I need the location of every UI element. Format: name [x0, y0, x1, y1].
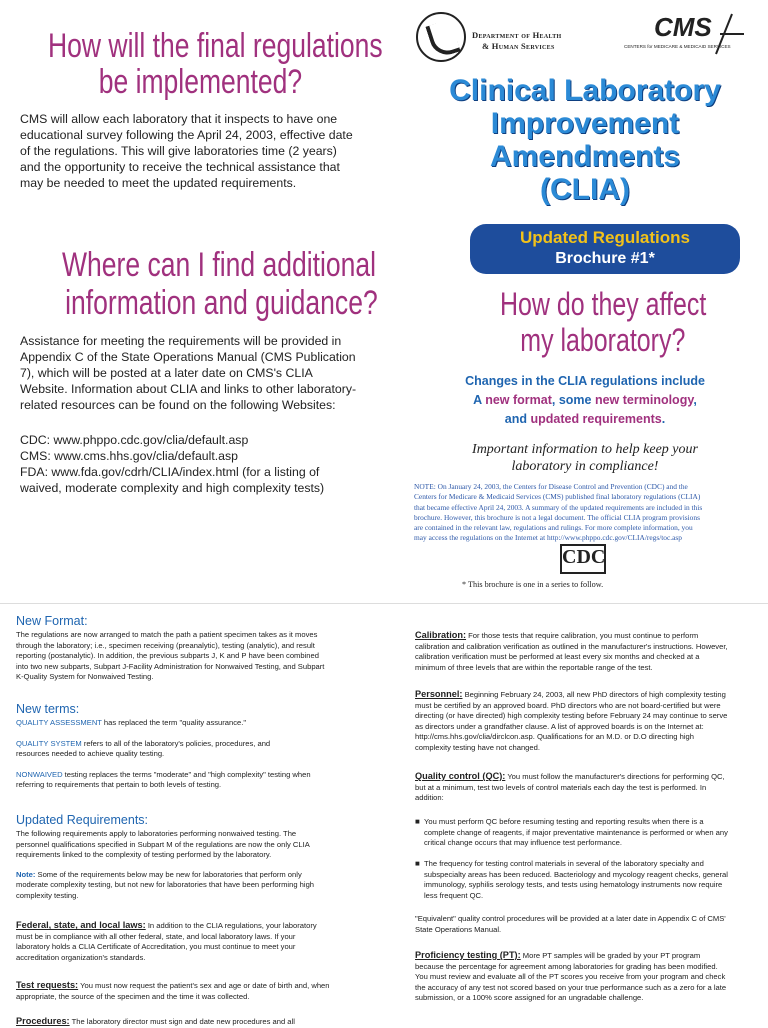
section-heading: Proficiency testing (PT):: [415, 950, 521, 960]
text-line: laboratory holds a CLIA Certificate of Accreditation, you must continue to meet your: [16, 942, 296, 952]
text-line: accreditation organization's standards.: [16, 952, 146, 962]
section-body: [415, 950, 760, 1004]
link-cms[interactable]: CMS: www.cms.hhs.gov/clia/default.asp: [20, 449, 239, 463]
text-line: Beginning February 24, 2003, all new PhD directors of high complexity testing: [462, 690, 726, 699]
note-line: Centers for Medicare & Medicaid Services (CMS) published final laboratory regulations (CLIA): [414, 492, 701, 502]
text-line: You must follow the manufacturer's directions for performing QC,: [505, 772, 725, 781]
changes-text: and: [504, 412, 531, 426]
link-fda[interactable]: FDA: www.fda.gov/cdrh/CLIA/index.html (for a listing of: [20, 465, 320, 479]
changes-text: A: [473, 393, 486, 407]
hhs-name: [472, 30, 561, 52]
text-line: must be certified by an approved board. PhD directors who are not board-certified but were: [415, 700, 721, 710]
section-heading: New terms:: [16, 702, 80, 716]
hhs-eagle-logo: [416, 12, 466, 62]
changes-highlight-format: new format: [485, 393, 552, 407]
bullet-text: [415, 817, 760, 849]
section-heading: Test requests:: [16, 980, 79, 990]
text-line: less frequent QC.: [424, 890, 484, 900]
changes-text: , some: [551, 393, 595, 407]
text-line: Some of the requirements below may be new for laboratories that perform only: [35, 869, 302, 879]
text-line: The frequency for testing control materials in several of the laboratory specialty and: [424, 859, 704, 868]
term-nonwaived: [16, 770, 376, 791]
text-line: directing (or have directed) high complexity testing before February 24 may continue to serve: [415, 711, 728, 721]
heading-line: be implemented?: [98, 63, 303, 101]
implemented-paragraph: [20, 111, 360, 191]
changes-summary: [420, 372, 750, 429]
text-line: Assistance for meeting the requirements will be provided in: [20, 334, 342, 348]
section-personnel: [415, 689, 760, 754]
question-heading-implemented: [48, 28, 383, 100]
section-calibration: [415, 630, 760, 673]
term-definition: has replaced the term "quality assurance.": [101, 718, 247, 727]
section-body: [16, 1016, 376, 1028]
text-line: The following requirements apply to laboratories performing nonwaived testing. The: [16, 829, 297, 838]
section-procedures: [16, 1016, 376, 1028]
term-definition: refers to all of the laboratory's policies, procedures, and: [81, 738, 271, 748]
text-line: minimum of three levels that are within the reportable range of the test.: [415, 662, 653, 672]
text-line: You must perform QC before resuming testing and reporting results when there is a: [424, 817, 704, 826]
section-body: [415, 771, 760, 804]
text-line: the accuracy of any test not scored based on your true performance such as a zero for a late: [415, 982, 727, 992]
text-line: and the opportunity to receive the technical assistance that: [20, 160, 340, 174]
term-label: QUALITY ASSESSMENT: [16, 718, 102, 727]
note-block: [16, 870, 376, 902]
cms-logo-text: CMS: [654, 12, 712, 42]
square-bullet-icon: ■: [415, 859, 420, 868]
text-line: but at a minimum, test two levels of control materials each day the test is performed. In: [415, 782, 707, 792]
qc-bullet-1: [415, 817, 760, 849]
tagline-line: Important information to help keep your: [472, 442, 698, 457]
text-line: may be needed to meet the updated requirements.: [20, 176, 297, 190]
title-line: (CLIA): [540, 173, 630, 206]
changes-highlight-terminology: new terminology: [594, 393, 694, 407]
changes-line: [420, 410, 750, 429]
text-line: related resources can be found on the following Websites:: [20, 398, 336, 412]
clia-title: [440, 74, 730, 206]
section-test-requests: [16, 980, 376, 1002]
section-heading: Calibration:: [415, 630, 467, 640]
note-line: brochure. However, this brochure is not a legal document. The official CLIA program provisions: [414, 512, 700, 522]
term-quality-assessment: [16, 718, 376, 729]
text-line: because the percentage for agreement among laboratories for grading has been modified.: [415, 961, 718, 971]
text-line: addition:: [415, 793, 444, 803]
website-links: [20, 432, 370, 496]
brochure-badge: [470, 224, 740, 274]
section-body: [415, 689, 760, 754]
section-heading: Personnel:: [415, 689, 463, 699]
note-line: may access the regulations on the Internet at http://www.phppo.cdc.gov/CLIA/regs/toc.asp: [414, 533, 682, 543]
text-line: educational survey following the April 24, 2003, effective date: [20, 128, 353, 142]
title-line: Amendments: [489, 140, 681, 173]
title-line: Improvement: [490, 107, 680, 140]
text-line: moderate complexity testing, but not new for laboratories that have been performing high: [16, 880, 315, 890]
term-label: NONWAIVED: [16, 769, 63, 779]
cdc-logo: CDC: [560, 544, 606, 574]
text-line: http://cms.hhs.gov/clia/dirclcon.asp. Qualifications for an M.D. or D.O directing high: [415, 732, 694, 742]
title-line: Clinical Laboratory: [449, 74, 721, 107]
term-label: QUALITY SYSTEM: [16, 738, 82, 748]
note-line: that became effective April 24, 2003. A summary of the updated requirements are included in this: [414, 502, 703, 512]
note-label: Note:: [16, 869, 36, 879]
section-body: [16, 920, 376, 963]
term-definition: referring to requirements that pertain to both levels of testing.: [16, 780, 222, 790]
section-updated-requirements: [16, 813, 376, 902]
section-heading: Updated Requirements:: [16, 813, 149, 827]
qc-bullet-2: [415, 859, 760, 901]
text-line: "Equivalent" quality control procedures will be provided at a later date in Appendix C of CMS': [415, 914, 726, 923]
cms-logo-subtitle: CENTERS for MEDICARE & MEDICAID SERVICES: [624, 44, 731, 49]
heading-line: information and guidance?: [65, 284, 378, 322]
text-line: submission, or a 100% score assigned for an ungradable challenge.: [415, 993, 644, 1003]
text-line: complexity testing.: [16, 890, 79, 900]
text-line: 7), which will be posted at a later date on CMS's CLIA: [20, 366, 313, 380]
section-heading: Federal, state, and local laws:: [16, 920, 146, 930]
question-heading-affect: [500, 286, 706, 358]
term-definition: testing replaces the terms "moderate" and "high complexity" testing when: [62, 769, 311, 779]
text-line: into two new subparts, Subpart J-Facility Administration for Nonwaived Testing, and Subpart: [16, 661, 325, 671]
square-bullet-icon: ■: [415, 817, 420, 826]
text-line: immunology, syphilis serology tests, and tests using hematology instruments now require: [424, 880, 723, 890]
text-line: calibration and calibration verification as outlined in the manufacturer's instructions. However,: [415, 641, 728, 651]
hhs-line: & Human Services: [482, 41, 555, 51]
text-line: of the regulations. This will give laboratories time (2 years): [20, 144, 337, 158]
text-line: waived, moderate complexity and high complexity tests): [20, 481, 325, 495]
series-footnote: * This brochure is one in a series to follow.: [462, 580, 604, 589]
text-line: must be in compliance with all other federal, state, and local laboratory laws. If your: [16, 931, 296, 941]
text-line: as directors under a grandfather clause. A list of approved boards is on the Internet at:: [415, 721, 704, 731]
text-line: critical change occurs that may influence test performance.: [424, 838, 622, 848]
text-line: More PT samples will be graded by your PT program: [520, 951, 701, 960]
badge-line-1: Updated Regulations: [519, 228, 690, 247]
cms-logo: [620, 12, 744, 58]
bullet-text: [415, 859, 760, 901]
changes-text: ,: [693, 393, 697, 407]
changes-text: .: [661, 412, 666, 426]
changes-line: Changes in the CLIA regulations include: [465, 374, 705, 388]
text-line: personnel qualifications specified in Subpart M of the regulations are now the only CLIA: [16, 839, 310, 849]
link-cdc[interactable]: CDC: www.phppo.cdc.gov/clia/default.asp: [20, 433, 249, 447]
term-definition: resources needed to achieve quality testing.: [16, 749, 165, 759]
text-line: complexity testing have not changed.: [415, 742, 540, 752]
heading-line: How will the final regulations: [48, 27, 383, 65]
equivalent-qc-note: [415, 914, 760, 935]
section-body: [16, 630, 376, 683]
important-tagline: [420, 441, 750, 475]
text-line: The laboratory director must sign and date new procedures and all: [69, 1017, 295, 1026]
section-heading: New Format:: [16, 614, 88, 628]
badge-line-2: Brochure #1*: [555, 250, 655, 267]
text-line: through the laboratory; i.e., specimen receiving (preanalytic), testing (analytic), and result: [16, 640, 315, 650]
text-line: reporting (postanalytic). In addition, the previous subparts J, K and P have been combined: [16, 651, 319, 661]
text-line: You must review and evaluate all of the PT scores you receive from your program and check: [415, 972, 726, 982]
question-heading-guidance: [62, 246, 378, 322]
note-line: are contained in the relevant law, regulations and rulings. For more complete information, you: [414, 523, 693, 533]
section-body: [415, 630, 760, 673]
section-proficiency-testing: [415, 950, 760, 1004]
text-line: You must now request the patient's sex and age or date of birth and, when: [78, 981, 330, 990]
hhs-line: Department of Health: [472, 30, 562, 40]
term-quality-system: [16, 739, 376, 760]
text-line: subspecialty areas has been reduced. Bacteriology and mycology reagent checks, general: [424, 869, 728, 879]
text-line: In addition to the CLIA regulations, your laboratory: [145, 921, 317, 930]
section-new-terms: [16, 702, 376, 791]
note-line: NOTE: On January 24, 2003, the Centers for Disease Control and Prevention (CDC) and the: [414, 482, 688, 491]
changes-highlight-requirements: updated requirements: [530, 412, 662, 426]
page-divider: [0, 603, 768, 604]
section-heading: Quality control (QC):: [415, 771, 506, 781]
text-line: Website. Information about CLIA and links to other laboratory-: [20, 382, 357, 396]
text-line: K-Quality System for Nonwaived Testing.: [16, 672, 154, 682]
section-quality-control: [415, 771, 760, 804]
text-line: CMS will allow each laboratory that it inspects to have one: [20, 112, 338, 126]
text-line: complete change of reagents, if major preventative maintenance is performed or when any: [424, 827, 728, 837]
tagline-line: laboratory in compliance!: [511, 459, 659, 474]
text-line: Appendix C of the State Operations Manual (CMS Publication: [20, 350, 356, 364]
guidance-paragraph: [20, 333, 370, 413]
text-line: requirements linked to the complexity of testing performed by the laboratory.: [16, 850, 272, 860]
text-line: State Operations Manual.: [415, 924, 502, 934]
heading-line: Where can I find additional: [62, 246, 377, 284]
section-body: [16, 829, 376, 861]
section-new-format: [16, 614, 376, 683]
section-heading: Procedures:: [16, 1016, 70, 1026]
heading-line: my laboratory?: [520, 322, 686, 358]
heading-line: How do they affect: [500, 286, 707, 322]
text-line: The regulations are now arranged to match the path a patient specimen takes as it moves: [16, 630, 318, 639]
section-laws: [16, 920, 376, 963]
section-body: [415, 914, 760, 935]
note-paragraph: [414, 482, 764, 544]
text-line: For those tests that require calibration, you must continue to perform: [466, 631, 699, 640]
text-line: calibration verification must be performed at least every six months and checked at a: [415, 652, 700, 662]
changes-line: [420, 391, 750, 410]
section-body: [16, 980, 376, 1002]
text-line: appropriate, the source of the specimen and the time it was collected.: [16, 991, 250, 1001]
